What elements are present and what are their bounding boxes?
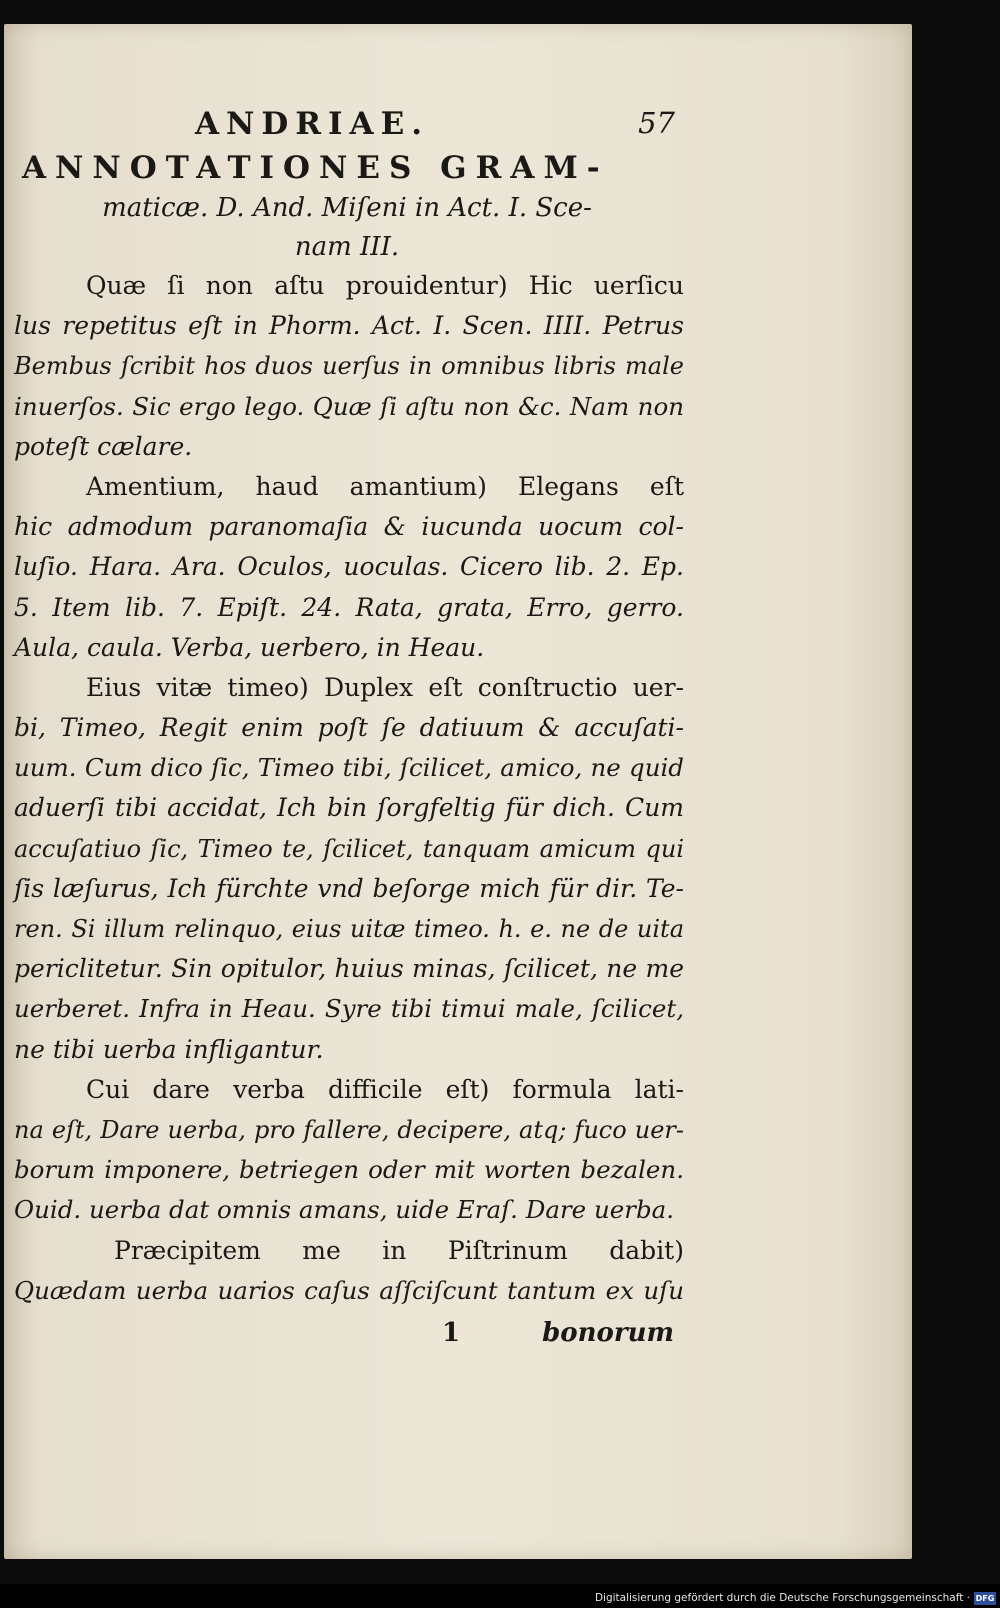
running-head-title: ANDRIAE. <box>195 106 430 142</box>
dfg-logo-icon: DFG <box>975 1594 995 1603</box>
text-line: luſio. Hara. Ara. Oculos, uoculas. Cicero lib. 2. Ep. <box>14 552 684 582</box>
text-line: Ouid. uerba dat omnis amans, uide Eraſ. Dare uerba. <box>14 1195 675 1225</box>
text-line: 5. Item lib. 7. Epiſt. 24. Rata, grata, Erro, gerro. <box>14 592 684 622</box>
text-line: uerberet. Infra in Heau. Syre tibi timui male, ſcilicet, <box>14 994 684 1024</box>
section-heading <box>22 148 672 266</box>
heading-line-3: nam III. <box>294 232 400 262</box>
text-line: accuſatiuo ſic, Timeo te, ſcilicet, tanquam amicum qui <box>14 834 684 863</box>
text-line: inuerſos. Sic ergo lego. Quæ ſi aſtu non &c. Nam non <box>14 391 684 421</box>
text-line: periclitetur. Sin opitulor, huius minas, ſcilicet, ne me <box>14 954 684 984</box>
text-line: Amentium, haud amantium) Elegans eſt <box>86 471 684 501</box>
text-line: ren. Si illum relinquo, eius uitæ timeo. h. e. ne de uita <box>14 915 684 943</box>
funding-notice: Digitalisierung gefördert durch die Deutsche Forschungsgemeinschaft · <box>594 1592 970 1604</box>
text-line: lus repetitus eſt in Phorm. Act. I. Scen. IIII. Petrus <box>14 311 684 341</box>
text-line: ne tibi uerba infligantur. <box>14 1034 324 1064</box>
text-line: Eius vitæ timeo) Duplex eſt conſtructio uer- <box>86 672 684 702</box>
running-head <box>195 106 675 146</box>
heading-line-2: maticæ. D. And. Miſeni in Act. I. Sce- <box>102 193 592 223</box>
footer-bar <box>0 1584 1000 1608</box>
text-line: Aula, caula. Verba, uerbero, in Heau. <box>14 632 485 662</box>
text-line: uum. Cum dico ſic, Timeo tibi, ſcilicet, amico, ne quid <box>14 753 684 783</box>
body-text <box>14 266 684 1311</box>
text-line: na eſt, Dare uerba, pro fallere, decipere, atq; fuco uer- <box>14 1115 684 1144</box>
catchword: bonorum <box>542 1318 674 1348</box>
text-line: bi, Timeo, Regit enim poſt ſe datiuum & accuſati- <box>14 713 684 743</box>
text-line: Præcipitem me in Piſtrinum dabit) <box>114 1235 684 1265</box>
text-line: aduerſi tibi accidat, Ich bin ſorgfeltig für dich. Cum <box>14 793 684 823</box>
page-number: 57 <box>638 106 675 140</box>
text-line: hic admodum paranomaſia & iucunda uocum col- <box>14 512 684 542</box>
signature-mark: 1 <box>442 1318 461 1348</box>
text-line: borum imponere, betriegen oder mit worten bezalen. <box>14 1155 684 1185</box>
heading-line-1: ANNOTATIONES GRAM- <box>22 150 609 186</box>
text-line: Cui dare verba difficile eſt) formula lati- <box>86 1074 684 1104</box>
text-line: poteſt cælare. <box>14 431 193 461</box>
text-line: ſis læſurus, Ich fürchte vnd beſorge mich für dir. Te- <box>14 873 684 903</box>
text-line: Bembus ſcribit hos duos uerſus in omnibus libris male <box>14 352 684 381</box>
text-line: Quædam uerba uarios caſus aſſciſcunt tantum ex uſu <box>14 1275 684 1305</box>
text-line: Quæ ſi non aſtu prouidentur) Hic uerſicu <box>86 271 684 300</box>
catchwords-line <box>14 1318 674 1358</box>
